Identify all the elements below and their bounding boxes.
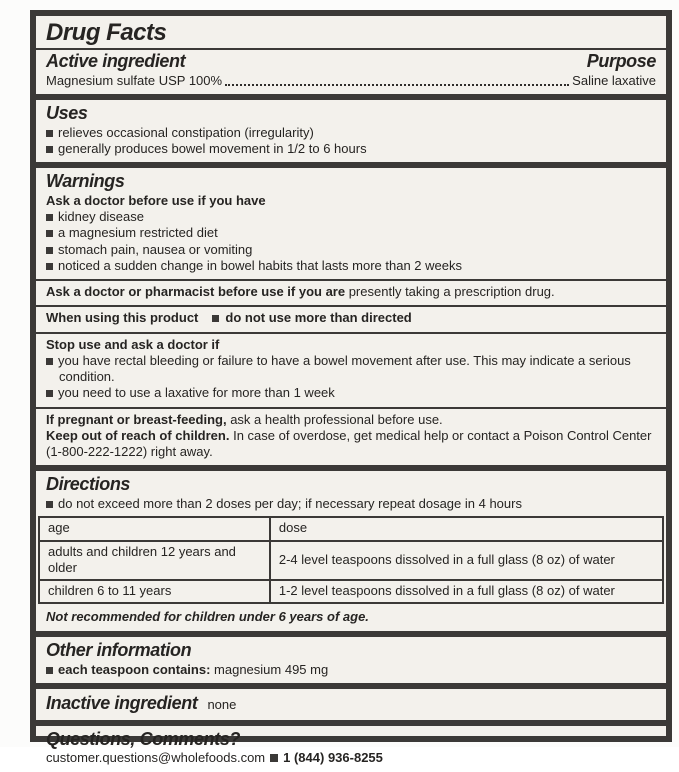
dose-column-header: dose [270,517,663,540]
uses-item [46,125,656,141]
square-bullet-icon [46,230,53,237]
square-bullet-icon [46,667,53,674]
warnings-ask-doctor [36,168,666,279]
warning-item [46,225,656,241]
pregnancy-lead: If pregnant or breast-feeding, [46,411,227,427]
warning-item-text: kidney disease [58,209,144,225]
active-ingredient-name: Magnesium sulfate USP 100% [46,72,223,88]
table-header-row [39,517,663,540]
questions-section [36,726,666,772]
contact-phone: 1 (844) 936-8255 [283,750,383,766]
inactive-ingredient-value: none [207,697,237,712]
ask-doctor-lead: Ask a doctor before use if you have [46,192,266,208]
drug-facts-label [30,10,672,766]
inactive-ingredient-section [36,689,666,720]
directions-footnote: Not recommended for children under 6 years of age. [46,609,369,625]
other-information-lead: each teaspoon contains: [58,661,211,677]
warning-item [46,242,656,258]
dose-cell: 2-4 level teaspoons dissolved in a full glass (8 oz) of water [270,541,663,581]
warnings-when-using [36,307,666,331]
age-column-header: age [39,517,270,540]
contact-line [46,750,656,767]
active-ingredient-header [36,50,666,73]
square-bullet-icon [46,390,53,397]
when-using-item: do not use more than directed [225,310,412,326]
uses-heading: Uses [46,103,88,124]
keep-out-rest: In case of overdose, get medical help or contact a Poison Control Center (1-800-222-1222) right away. [46,427,652,460]
pregnancy-rest: ask a health professional before use. [226,411,443,427]
uses-item-text: generally produces bowel movement in 1/2 to 6 hours [58,141,367,157]
active-ingredient-heading: Active ingredient [46,51,186,72]
square-bullet-icon [212,315,219,322]
purpose-heading: Purpose [586,51,656,72]
ask-pharmacist-rest: presently taking a prescription drug. [345,284,555,300]
table-row [39,541,663,581]
stop-use-item [46,385,656,401]
warning-item-text: noticed a sudden change in bowel habits that lasts more than 2 weeks [58,257,462,273]
other-information-value: magnesium 495 mg [210,661,329,677]
directions-section [36,471,666,631]
warnings-heading: Warnings [46,171,125,192]
stop-use-item-text: you have rectal bleeding or failure to have a bowel movement after use. This may indicate a serious condition. [58,352,631,385]
other-information-item [46,662,656,678]
stop-use-lead: Stop use and ask a doctor if [46,336,220,352]
directions-note [46,496,656,512]
directions-note-text: do not exceed more than 2 doses per day; if necessary repeat dosage in 4 hours [58,496,522,512]
square-bullet-icon [46,130,53,137]
active-ingredient-row [36,73,666,94]
dotted-leader [225,84,569,86]
questions-heading: Questions, Comments? [46,728,241,749]
ask-pharmacist-lead: Ask a doctor or pharmacist before use if you are [46,284,346,300]
warning-item [46,258,656,274]
purpose-value: Saline laxative [572,72,656,88]
dose-cell: 1-2 level teaspoons dissolved in a full glass (8 oz) of water [270,580,663,603]
keep-out-lead: Keep out of reach of children. [46,427,230,443]
warning-item-text: a magnesium restricted diet [58,225,218,241]
when-using-line [46,310,656,326]
stop-use-item-text: you need to use a laxative for more than 1 week [58,385,335,401]
square-bullet-icon [46,358,53,365]
keep-out-of-reach-line [46,428,656,461]
table-row [39,580,663,603]
warnings-ask-pharmacist [36,281,666,305]
square-bullet-icon [46,214,53,221]
uses-section [36,100,666,162]
when-using-lead: When using this product [46,310,199,326]
inactive-ingredient-heading: Inactive ingredient [46,693,198,713]
stop-use-item [46,353,656,386]
drug-facts-title: Drug Facts [46,19,167,46]
ask-pharmacist-line [46,284,656,300]
square-bullet-icon [46,501,53,508]
other-information-section [36,637,666,683]
pregnancy-line [46,412,656,428]
square-bullet-icon [46,146,53,153]
age-cell: adults and children 12 years and older [39,541,270,581]
dosage-table [38,516,664,604]
warning-item [46,209,656,225]
age-cell: children 6 to 11 years [39,580,270,603]
uses-item [46,141,656,157]
directions-heading: Directions [46,474,131,495]
other-information-heading: Other information [46,640,192,661]
square-bullet-icon [46,247,53,254]
warnings-stop-use [36,334,666,407]
warnings-pregnancy-children [36,409,666,466]
square-bullet-icon [46,263,53,270]
uses-item-text: relieves occasional constipation (irregularity) [58,124,314,140]
warning-item-text: stomach pain, nausea or vomiting [58,241,253,257]
contact-email: customer.questions@wholefoods.com [46,750,266,766]
square-bullet-icon [270,754,278,762]
